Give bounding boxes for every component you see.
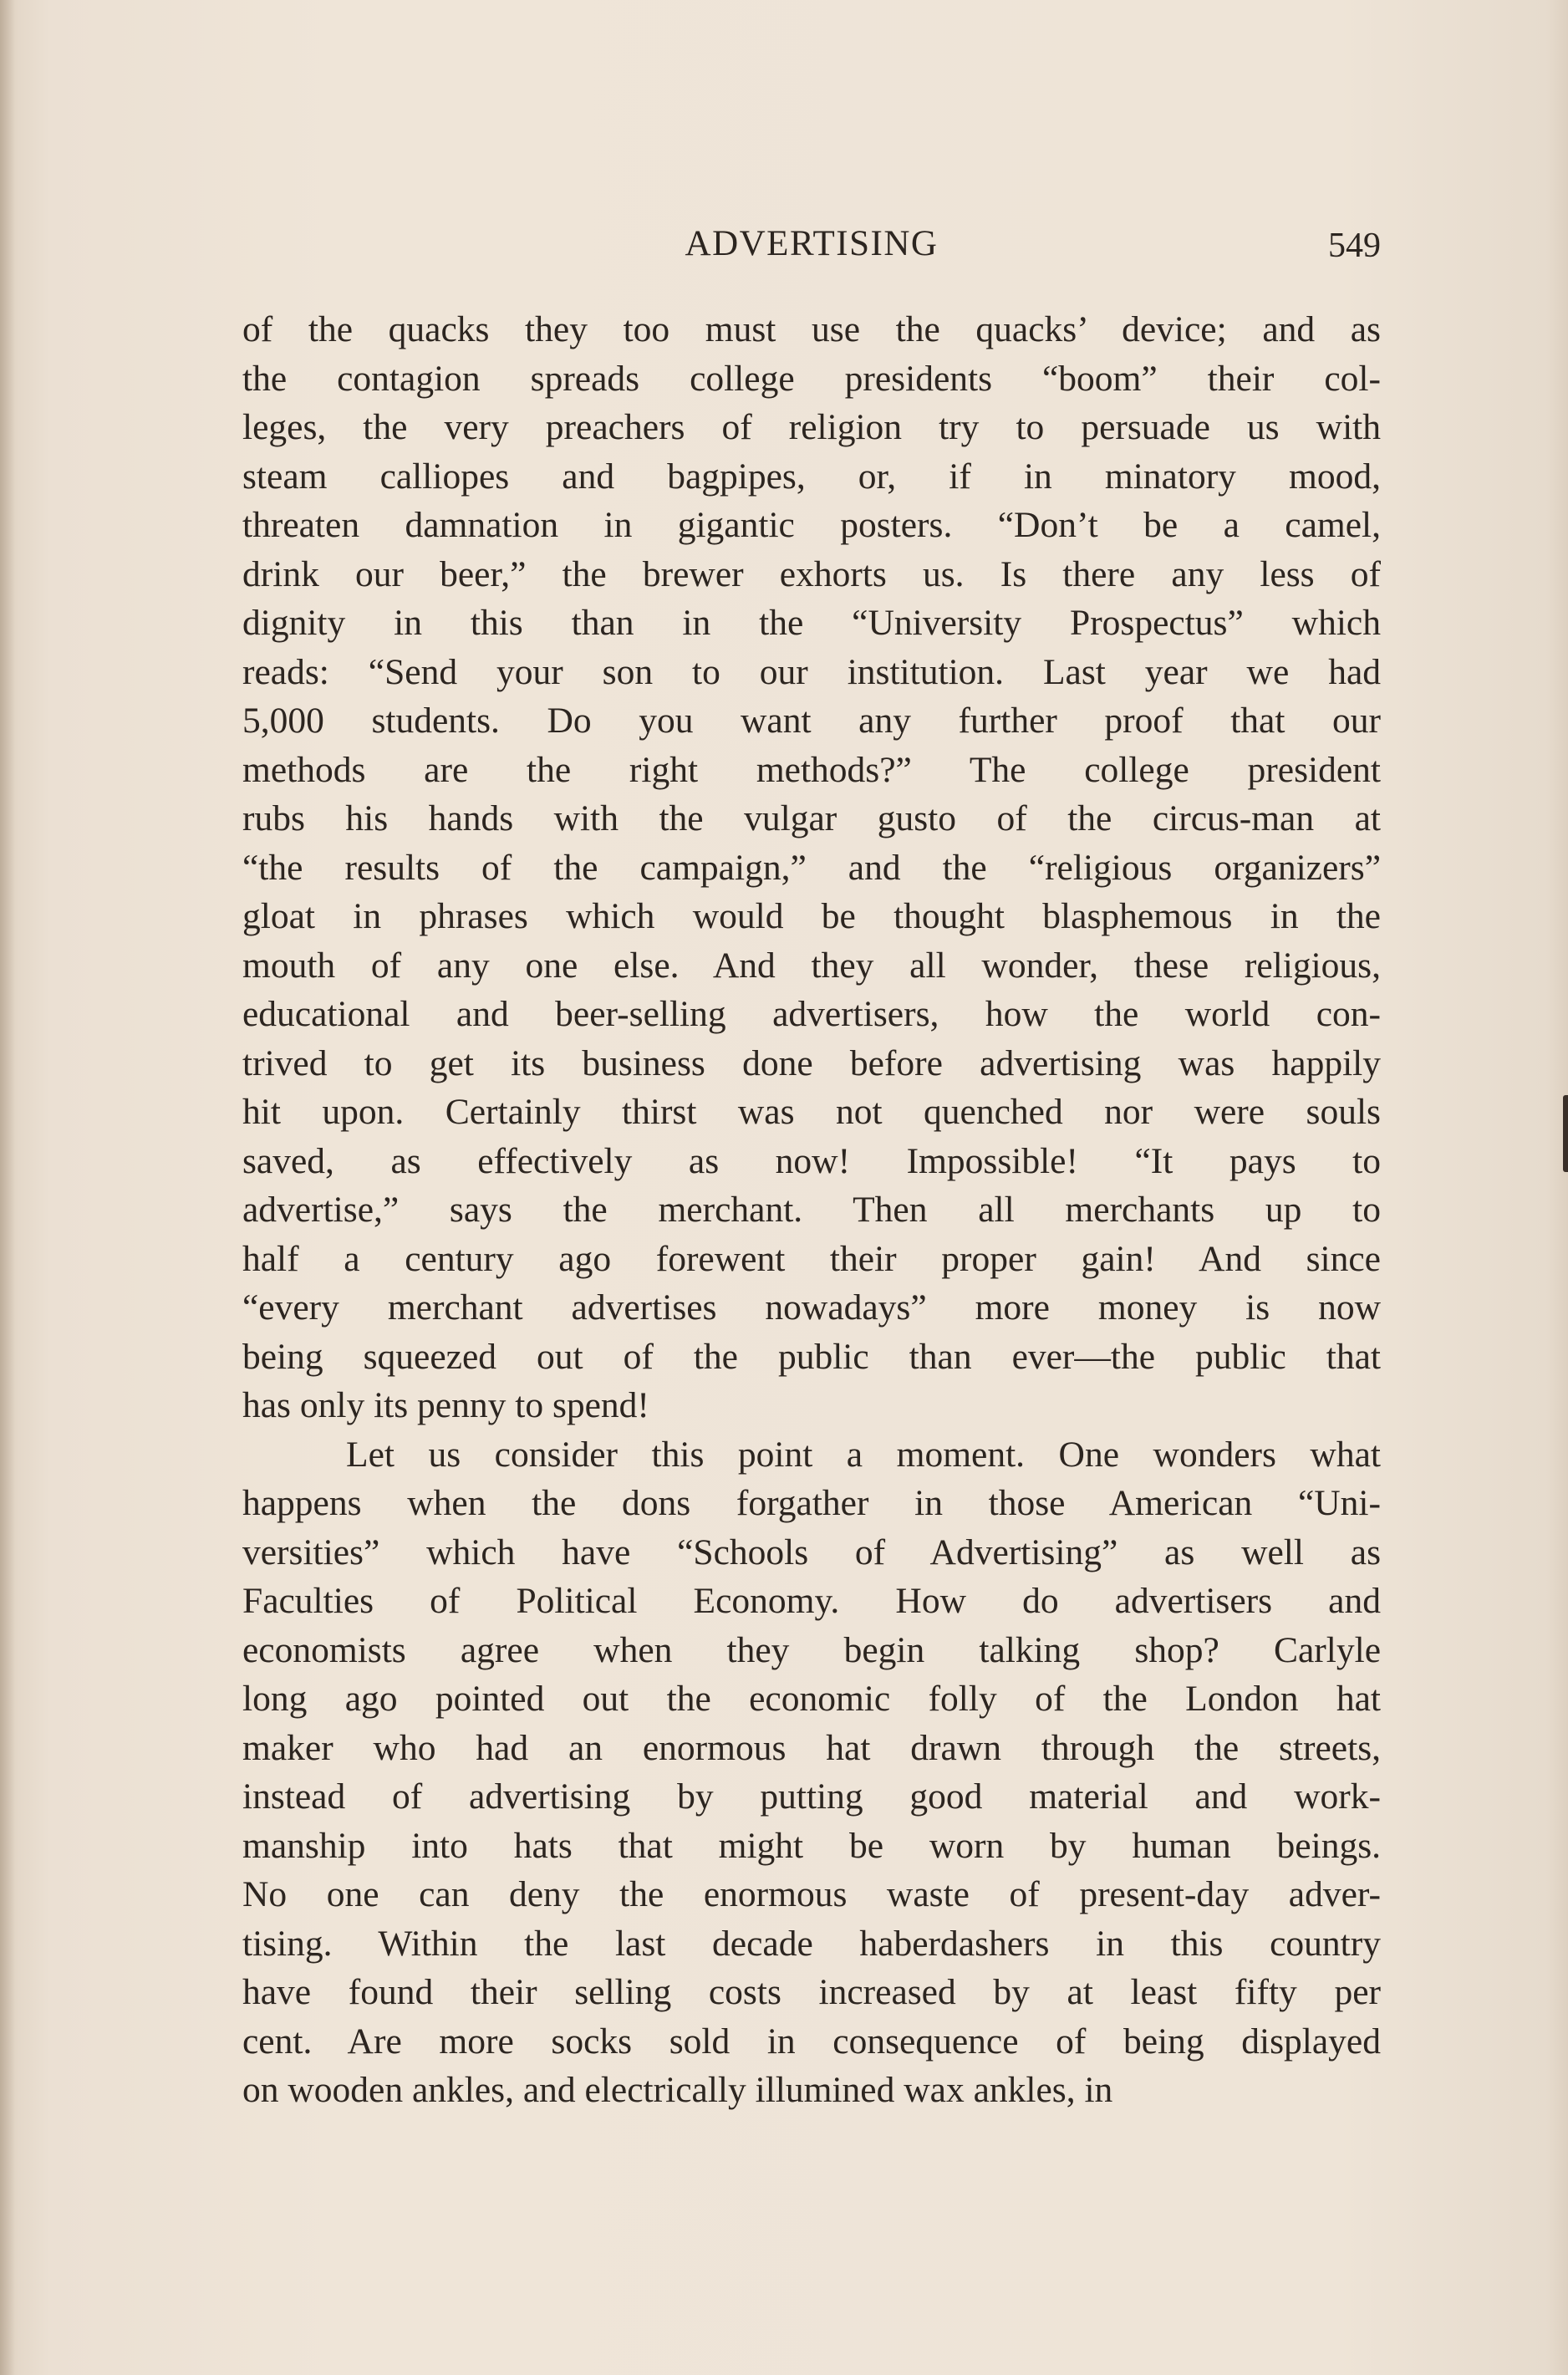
- text-line: versities” which have “Schools of Advertising” as well as: [242, 1532, 1381, 1572]
- text-line: hit upon. Certainly thirst was not quenched nor were souls: [242, 1092, 1381, 1132]
- text-line: reads: “Send your son to our institution. Last year we had: [242, 651, 1381, 692]
- text-line: rubs his hands with the vulgar gusto of the circus-man at: [242, 798, 1381, 838]
- body-text: [242, 305, 1381, 2115]
- text-line: 5,000 students. Do you want any further proof that our: [242, 701, 1381, 741]
- text-line: mouth of any one else. And they all wonder, these religious,: [242, 945, 1381, 986]
- text-line: has only its penny to spend!: [242, 1385, 649, 1425]
- paragraph-2: [242, 1430, 1381, 2115]
- text-line: Let us consider this point a moment. One wonders what: [346, 1434, 1381, 1475]
- text-line: No one can deny the enormous waste of present-day adver-: [242, 1874, 1381, 1914]
- text-line: half a century ago forewent their proper gain! And since: [242, 1238, 1381, 1279]
- text-line: economists agree when they begin talking shop? Carlyle: [242, 1629, 1381, 1670]
- text-line: on wooden ankles, and electrically illumined wax ankles, in: [242, 2070, 1113, 2110]
- text-line: leges, the very preachers of religion try to persuade us with: [242, 407, 1381, 447]
- page-number: 549: [1328, 227, 1381, 265]
- text-line: of the quacks they too must use the quacks’ device; and as: [242, 309, 1381, 349]
- text-line: happens when the dons forgather in those American “Uni-: [242, 1483, 1381, 1523]
- paragraph-1: [242, 305, 1381, 1430]
- text-line: maker who had an enormous hat drawn through the streets,: [242, 1727, 1381, 1768]
- text-line: dignity in this than in the “University Prospectus” which: [242, 603, 1381, 643]
- text-line: “the results of the campaign,” and the “religious organizers”: [242, 847, 1381, 888]
- text-line: “every merchant advertises nowadays” more money is now: [242, 1287, 1381, 1328]
- text-line: have found their selling costs increased by at least fifty per: [242, 1972, 1381, 2012]
- running-head-title: ADVERTISING: [685, 224, 939, 263]
- text-line: instead of advertising by putting good material and work-: [242, 1776, 1381, 1817]
- text-line: being squeezed out of the public than ever—the public that: [242, 1336, 1381, 1377]
- text-line: tising. Within the last decade haberdashers in this country: [242, 1923, 1381, 1964]
- text-line: Faculties of Political Economy. How do advertisers and: [242, 1581, 1381, 1621]
- text-line: drink our beer,” the brewer exhorts us. Is there any less of: [242, 553, 1381, 594]
- text-line: gloat in phrases which would be thought blasphemous in the: [242, 896, 1381, 936]
- text-line: trived to get its business done before advertising was happily: [242, 1042, 1381, 1083]
- text-line: cent. Are more socks sold in consequence of being displayed: [242, 2021, 1381, 2062]
- text-line: educational and beer-selling advertisers, how the world con-: [242, 994, 1381, 1034]
- text-line: threaten damnation in gigantic posters. “Don’t be a camel,: [242, 505, 1381, 545]
- text-line: advertise,” says the merchant. Then all merchants up to: [242, 1190, 1381, 1230]
- text-line: long ago pointed out the economic folly of the London hat: [242, 1679, 1381, 1719]
- text-line: methods are the right methods?” The college president: [242, 749, 1381, 790]
- text-line: manship into hats that might be worn by human beings.: [242, 1825, 1381, 1866]
- running-head: [242, 219, 1381, 269]
- text-line: steam calliopes and bagpipes, or, if in minatory mood,: [242, 456, 1381, 497]
- spine-shadow: [0, 0, 15, 2375]
- text-line: saved, as effectively as now! Impossible! “It pays to: [242, 1140, 1381, 1181]
- text-line: the contagion spreads college presidents “boom” their col-: [242, 358, 1381, 399]
- page-edge-tab: [1563, 1095, 1568, 1172]
